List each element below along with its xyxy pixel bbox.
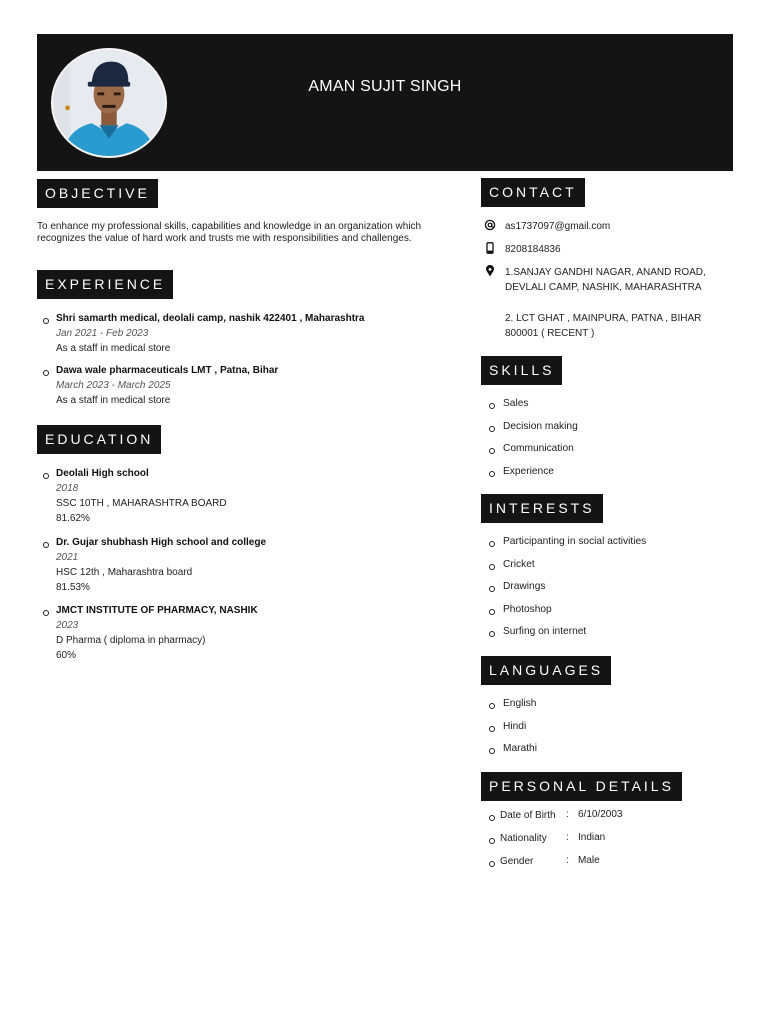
interests-list xyxy=(484,536,724,649)
experience-description: As a staff in medical store xyxy=(56,343,171,354)
experience-title: Dawa wale pharmaceuticals LMT , Patna, Bihar xyxy=(37,364,437,378)
gender-label: Gender xyxy=(500,856,534,867)
personal-nationality-row xyxy=(484,833,724,847)
education-item xyxy=(37,467,437,526)
objective-text: To enhance my professional skills, capabilities and knowledge in an organization which recognizes the value of hard work and trusts me with responsibilities and challenges. xyxy=(37,221,422,244)
phone-value: 8208184836 xyxy=(505,244,561,255)
personal-dob-row xyxy=(484,810,724,824)
skill-item: Sales xyxy=(484,398,724,421)
experience-item xyxy=(37,312,437,356)
experience-date: March 2023 - March 2025 xyxy=(56,380,171,391)
experience-description: As a staff in medical store xyxy=(56,395,171,406)
contact-phone xyxy=(484,242,724,257)
at-icon xyxy=(484,219,496,231)
skill-item: Decision making xyxy=(484,421,724,444)
experience-title: Shri samarth medical, deolali camp, nashik 422401 , Maharashtra xyxy=(37,312,437,326)
experience-item xyxy=(37,364,437,408)
section-title-skills: SKILLS xyxy=(481,356,562,385)
phone-icon xyxy=(484,242,496,254)
education-course: SSC 10TH , MAHARASHTRA BOARD xyxy=(56,498,227,509)
education-title: JMCT INSTITUTE OF PHARMACY, NASHIK xyxy=(37,604,437,618)
gender-separator: : xyxy=(566,855,569,866)
education-course: HSC 12th , Maharashtra board xyxy=(56,567,193,578)
interest-item: Photoshop xyxy=(484,604,724,627)
skill-item: Experience xyxy=(484,466,724,489)
interest-item: Drawings xyxy=(484,581,724,604)
section-title-education: EDUCATION xyxy=(37,425,161,454)
education-year: 2021 xyxy=(56,552,79,563)
personal-gender-row xyxy=(484,856,724,870)
section-title-languages: LANGUAGES xyxy=(481,656,611,685)
gender-value: Male xyxy=(578,855,600,866)
skills-list xyxy=(484,398,724,488)
section-title-experience: EXPERIENCE xyxy=(37,270,173,299)
section-title-personal-details: PERSONAL DETAILS xyxy=(481,772,682,801)
education-score: 81.62% xyxy=(56,513,90,524)
skill-item: Communication xyxy=(484,443,724,466)
education-item xyxy=(37,604,437,663)
education-title: Deolali High school xyxy=(37,467,437,481)
education-course: D Pharma ( diploma in pharmacy) xyxy=(56,635,206,646)
languages-list xyxy=(484,698,724,766)
education-item xyxy=(37,536,437,595)
address-2-line-2: 800001 ( RECENT ) xyxy=(505,328,595,339)
language-item: Marathi xyxy=(484,743,724,766)
address-1-line-2: DEVLALI CAMP, NASHIK, MAHARASHTRA xyxy=(505,282,702,293)
profile-photo-graphic xyxy=(53,50,165,156)
education-score: 81.53% xyxy=(56,582,90,593)
section-title-objective: OBJECTIVE xyxy=(37,179,158,208)
location-pin-icon xyxy=(484,265,496,277)
interest-item: Cricket xyxy=(484,559,724,582)
dob-separator: : xyxy=(566,809,569,820)
email-value: as1737097@gmail.com xyxy=(505,221,611,232)
dob-value: 6/10/2003 xyxy=(578,809,623,820)
address-2-line-1: 2. LCT GHAT , MAINPURA, PATNA , BIHAR xyxy=(505,313,702,324)
interest-item: Participanting in social activities xyxy=(484,536,724,559)
section-title-interests: INTERESTS xyxy=(481,494,603,523)
nationality-separator: : xyxy=(566,832,569,843)
header-banner xyxy=(37,34,733,171)
nationality-value: Indian xyxy=(578,832,606,843)
language-item: English xyxy=(484,698,724,721)
section-title-contact: CONTACT xyxy=(481,178,585,207)
education-score: 60% xyxy=(56,650,77,661)
dob-label: Date of Birth xyxy=(500,810,556,821)
education-year: 2018 xyxy=(56,483,79,494)
education-year: 2023 xyxy=(56,620,79,631)
candidate-name: AMAN SUJIT SINGH xyxy=(308,78,462,95)
education-title: Dr. Gujar shubhash High school and college xyxy=(37,536,437,550)
experience-date: Jan 2021 - Feb 2023 xyxy=(56,328,149,339)
contact-address xyxy=(484,265,724,341)
contact-email xyxy=(484,219,724,234)
nationality-label: Nationality xyxy=(500,833,547,844)
language-item: Hindi xyxy=(484,721,724,744)
address-1-line-1: 1.SANJAY GANDHI NAGAR, ANAND ROAD, xyxy=(505,267,706,278)
profile-photo xyxy=(51,48,167,158)
interest-item: Surfing on internet xyxy=(484,626,724,649)
